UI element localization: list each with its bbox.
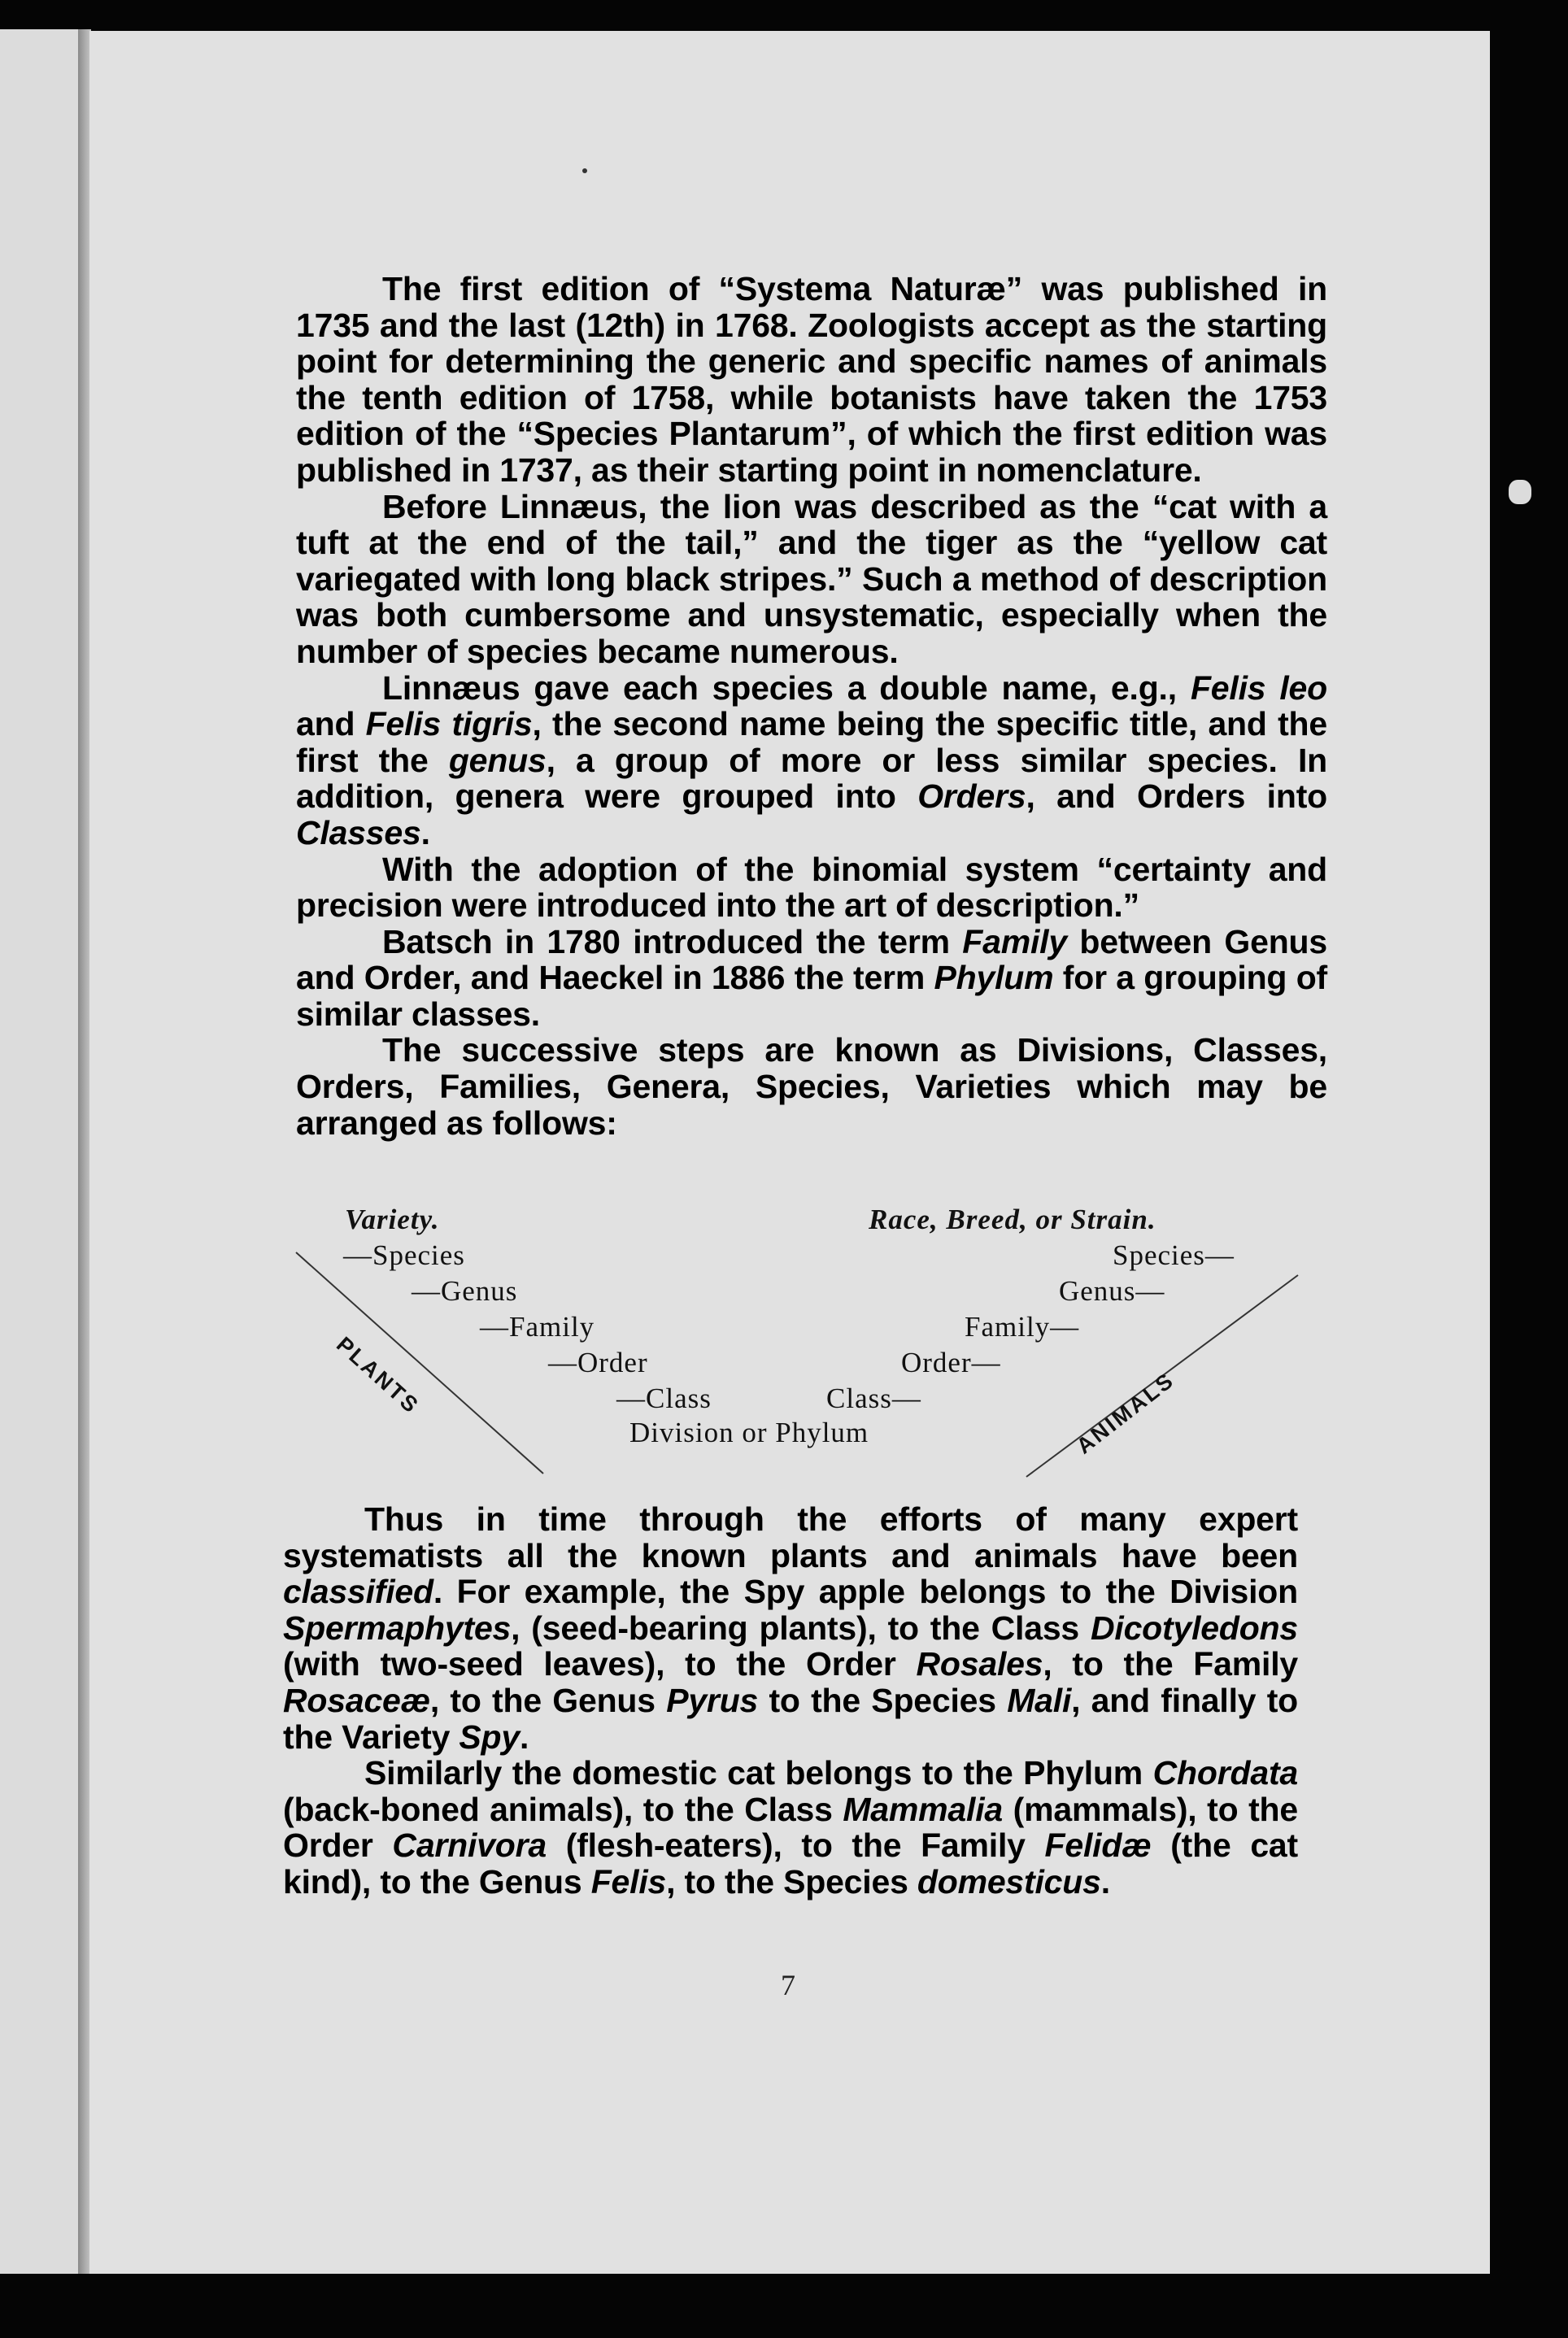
italic-text: Felis leo bbox=[1190, 668, 1327, 707]
animals-header: Race, Breed, or Strain. bbox=[869, 1204, 1156, 1235]
text-run: , to the Genus bbox=[429, 1681, 667, 1719]
text-run: . For example, the Spy apple belongs to the Division bbox=[433, 1573, 1298, 1611]
italic-text: Carnivora bbox=[392, 1826, 547, 1865]
text-run: and bbox=[296, 705, 366, 743]
text-run: Before Linnæus, the lion was described as the “cat with a tuft at the end of the tail,” and the tiger as the “yellow cat variegated with long black stripes.” Such a method of description was both cumbersome and unsystematic, especially when the number of species became numerous. bbox=[296, 487, 1327, 670]
text-run: (the cat kind), to the Genus bbox=[283, 1826, 1298, 1900]
plants-header: Variety. bbox=[345, 1204, 440, 1235]
text-run: . bbox=[420, 813, 430, 851]
text-run: Thus in time through the efforts of many expert systematists all the known plants and animals have been bbox=[283, 1500, 1298, 1574]
facing-page-edge bbox=[0, 29, 81, 2274]
body-text-lower bbox=[283, 1501, 1298, 1900]
text-run: (flesh-eaters), to the Family bbox=[547, 1826, 1045, 1865]
animals-step-genus: Genus— bbox=[1059, 1275, 1165, 1307]
italic-text: classified bbox=[283, 1573, 433, 1611]
plants-label: PLANTS bbox=[331, 1332, 425, 1419]
text-run: Batsch in 1780 introduced the term bbox=[382, 922, 963, 960]
italic-text: Orders bbox=[917, 777, 1026, 816]
italic-text: Mammalia bbox=[843, 1790, 1003, 1828]
text-run: The successive steps are known as Divisions, Classes, Orders, Families, Genera, Species, Varieties which may be arranged as follows: bbox=[296, 1031, 1327, 1142]
text-run: between Genus and Order, and Haeckel in 1886 the term bbox=[296, 922, 1327, 997]
text-run: , (seed-bearing plants), to the Class bbox=[511, 1609, 1091, 1647]
italic-text: Pyrus bbox=[666, 1681, 759, 1719]
italic-text: Spermaphytes bbox=[283, 1609, 512, 1647]
paragraph bbox=[296, 271, 1327, 489]
text-run: (with two-seed leaves), to the Order bbox=[283, 1645, 917, 1683]
text-run: . bbox=[1100, 1862, 1110, 1900]
text-run: Linnæus gave each species a double name, e.g., bbox=[382, 668, 1191, 707]
animals-step-species: Species— bbox=[1113, 1239, 1235, 1271]
ink-speck bbox=[582, 168, 587, 173]
italic-text: Family bbox=[962, 922, 1067, 960]
italic-text: genus bbox=[448, 741, 547, 779]
paragraph bbox=[296, 489, 1327, 670]
italic-text: Rosaceæ bbox=[283, 1681, 430, 1719]
animals-step-order: Order— bbox=[901, 1347, 1001, 1378]
text-run: Similarly the domestic cat belongs to the Phylum bbox=[364, 1754, 1153, 1792]
italic-text: Classes bbox=[296, 813, 421, 851]
italic-text: domesticus bbox=[917, 1862, 1101, 1900]
italic-text: Spy bbox=[459, 1718, 520, 1756]
plants-step-order: —Order bbox=[548, 1347, 648, 1378]
text-run: (mammals), to the Order bbox=[283, 1790, 1298, 1865]
body-text-upper bbox=[296, 271, 1327, 1141]
animals-label: ANIMALS bbox=[1072, 1367, 1179, 1459]
text-run: for a grouping of similar classes. bbox=[296, 959, 1327, 1033]
paragraph bbox=[296, 924, 1327, 1033]
text-run: The first edition of “Systema Naturæ” was published in 1735 and the last (12th) in 1768. Zoologists accept as the starting point for determining the generic and specific names of animals the tenth edition of 1758, while botanists have taken the 1753 edition of the “Species Plantarum”, of which the first edition was published in 1737, as their starting point in nomenclature. bbox=[296, 270, 1327, 489]
paragraph bbox=[296, 1032, 1327, 1141]
plants-step-species: —Species bbox=[343, 1239, 465, 1271]
animals-step-class: Class— bbox=[826, 1382, 921, 1414]
italic-text: Felidæ bbox=[1044, 1826, 1152, 1865]
italic-text: Phylum bbox=[934, 959, 1054, 997]
italic-text: Felis tigris bbox=[365, 705, 533, 743]
italic-text: Dicotyledons bbox=[1090, 1609, 1298, 1647]
italic-text: Rosales bbox=[916, 1645, 1043, 1683]
text-run: , to the Family bbox=[1043, 1645, 1298, 1683]
text-run: , the second name being the specific title, and the first the bbox=[296, 705, 1327, 779]
italic-text: Felis bbox=[590, 1862, 667, 1900]
plants-step-family: —Family bbox=[480, 1311, 595, 1343]
text-run: , to the Species bbox=[666, 1862, 917, 1900]
paragraph bbox=[296, 670, 1327, 851]
text-run: . bbox=[519, 1718, 529, 1756]
text-run: , and Orders into bbox=[1026, 777, 1328, 816]
animals-step-family: Family— bbox=[965, 1311, 1080, 1343]
page-number: 7 bbox=[781, 1969, 795, 2001]
italic-text: Chordata bbox=[1152, 1754, 1298, 1792]
paragraph bbox=[283, 1501, 1298, 1755]
text-run: , a group of more or less similar species. In addition, genera were grouped into bbox=[296, 741, 1327, 816]
paragraph bbox=[296, 851, 1327, 924]
italic-text: Mali bbox=[1007, 1681, 1072, 1719]
diagram-base-label: Division or Phylum bbox=[629, 1417, 869, 1448]
text-run: to the Species bbox=[758, 1681, 1008, 1719]
plants-step-genus: —Genus bbox=[412, 1275, 518, 1307]
classification-diagram bbox=[291, 1204, 1316, 1480]
text-run: (back-boned animals), to the Class bbox=[283, 1790, 843, 1828]
text-run: , and finally to the Variety bbox=[283, 1681, 1298, 1756]
plants-step-class: —Class bbox=[616, 1382, 712, 1414]
paper-fragment bbox=[1509, 480, 1531, 504]
paragraph bbox=[283, 1755, 1298, 1900]
text-run: With the adoption of the binomial system “certainty and precision were introduced into the art of description.” bbox=[296, 850, 1327, 925]
